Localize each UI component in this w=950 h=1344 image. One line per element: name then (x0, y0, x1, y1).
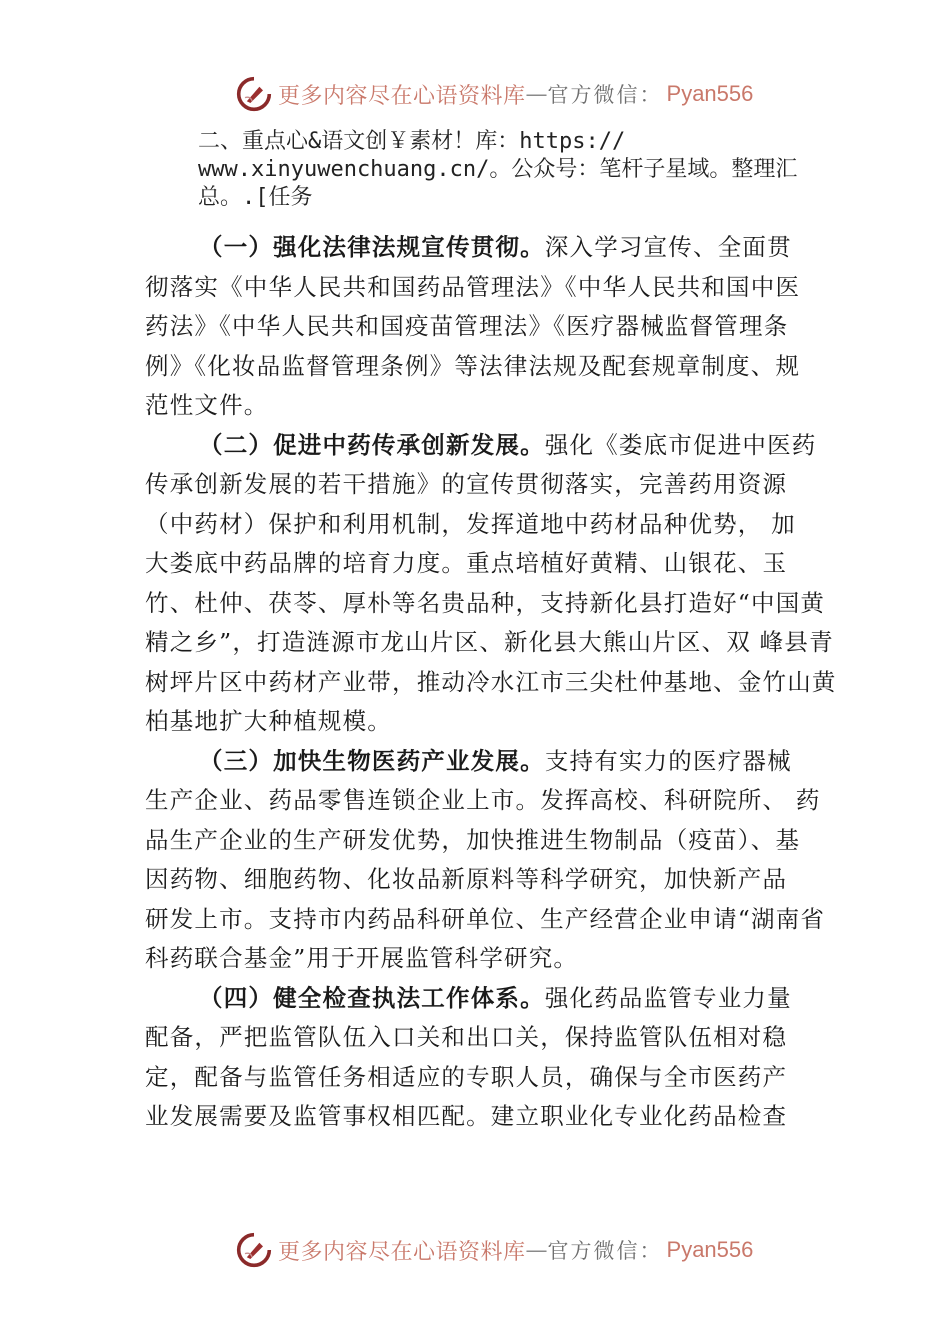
paragraph-title: （二）促进中药传承创新发展。 (199, 430, 545, 459)
paragraph-3 (145, 742, 835, 979)
paragraph-title: （四）健全检查执法工作体系。 (199, 983, 545, 1012)
heading-line: www.xinyuwenchuang.cn/。公众号：笔杆子星域。整理汇 (198, 157, 798, 182)
banner-wechat-id: Pyan556 (666, 1237, 754, 1262)
paragraph-line: 树坪片区中药材产业带，推动冷水江市三尖杜仲基地、金竹山黄 (145, 667, 837, 696)
banner-main-text: 更多内容尽在心语资料库 (278, 1239, 526, 1265)
paragraph-line: 配备，严把监管队伍入口关和出口关，保持监管队伍相对稳 (145, 1023, 788, 1051)
paragraph-line: 柏基地扩大种植规模。 (145, 707, 392, 735)
paragraph-line: （中药材）保护和利用机制，发挥道地中药材品种优势， 加 (145, 509, 796, 538)
paragraph-line: 精之乡”，打造涟源市龙山片区、新化县大熊山片区、双 峰县青 (145, 628, 834, 656)
paragraph-text: 强化药品监管专业力量 (544, 983, 792, 1012)
paragraph-first-line (145, 228, 835, 268)
banner-wechat-label: 官方微信： (547, 1239, 663, 1263)
paragraph-1 (145, 228, 835, 426)
paragraph-line: 业发展需要及监管事权相匹配。建立职业化专业化药品检查 (145, 1102, 788, 1130)
paragraph-title: （三）加快生物医药产业发展。 (199, 746, 545, 775)
paragraph-first-line (145, 426, 835, 466)
paragraph-line: 例》《化妆品监督管理条例》等法律法规及配套规章制度、规 (145, 351, 801, 380)
header-banner (236, 74, 753, 114)
banner-dash: — (525, 1237, 548, 1263)
banner-main-text: 更多内容尽在心语资料库 (278, 83, 526, 109)
quill-pen-logo-icon (236, 76, 272, 112)
paragraph-title: （一）强化法律法规宣传贯彻。 (199, 233, 545, 261)
paragraph-line: 传承创新发展的若干措施》的宣传贯彻落实，完善药用资源 (145, 470, 788, 498)
paragraph-4 (145, 979, 835, 1137)
paragraph-text: 深入学习宣传、全面贯 (544, 233, 792, 261)
paragraph-2 (145, 426, 835, 742)
paragraph-text: 强化《娄底市促进中医药 (544, 430, 817, 459)
paragraph-line: 药法》《中华人民共和国疫苗管理法》《医疗器械监督管理条 (145, 312, 789, 340)
paragraph-text: 支持有实力的医疗器械 (544, 746, 792, 775)
document-body (145, 228, 835, 1137)
banner-dash: — (525, 81, 548, 107)
paragraph-line: 品生产企业的生产研发优势，加快推进生物制品（疫苗）、基 (145, 825, 801, 854)
paragraph-line: 范性文件。 (145, 391, 269, 419)
paragraph-line: 竹、杜仲、茯苓、厚朴等名贵品种，支持新化县打造好“中国黄 (145, 588, 826, 617)
banner-wechat-id: Pyan556 (666, 81, 754, 106)
paragraph-line: 定，配备与监管任务相适应的专职人员，确保与全市医药产 (145, 1062, 788, 1091)
paragraph-line: 科药联合基金”用于开展监管科学研究。 (145, 944, 579, 972)
paragraph-line: 研发上市。支持市内药品科研单位、生产经营企业申请“湖南省 (145, 904, 826, 933)
paragraph-line: 彻落实《中华人民共和国药品管理法》《中华人民共和国中医 (145, 272, 801, 301)
quill-pen-logo-icon (236, 1232, 272, 1268)
paragraph-line: 生产企业、药品零售连锁企业上市。发挥高校、科研院所、 药 (145, 786, 821, 814)
paragraph-first-line (145, 979, 835, 1019)
paragraph-line: 大娄底中药品牌的培育力度。重点培植好黄精、山银花、玉 (145, 549, 788, 577)
paragraph-line: 因药物、细胞药物、化妆品新原料等科学研究，加快新产品 (145, 865, 788, 893)
heading-line: 总。.[任务 (198, 185, 313, 210)
banner-wechat-label: 官方微信： (547, 83, 663, 107)
heading-line: 二、重点心&语文创￥素材！库：https:// (198, 129, 626, 154)
paragraph-first-line (145, 742, 835, 782)
footer-banner (236, 1230, 753, 1270)
section-heading (198, 128, 838, 212)
